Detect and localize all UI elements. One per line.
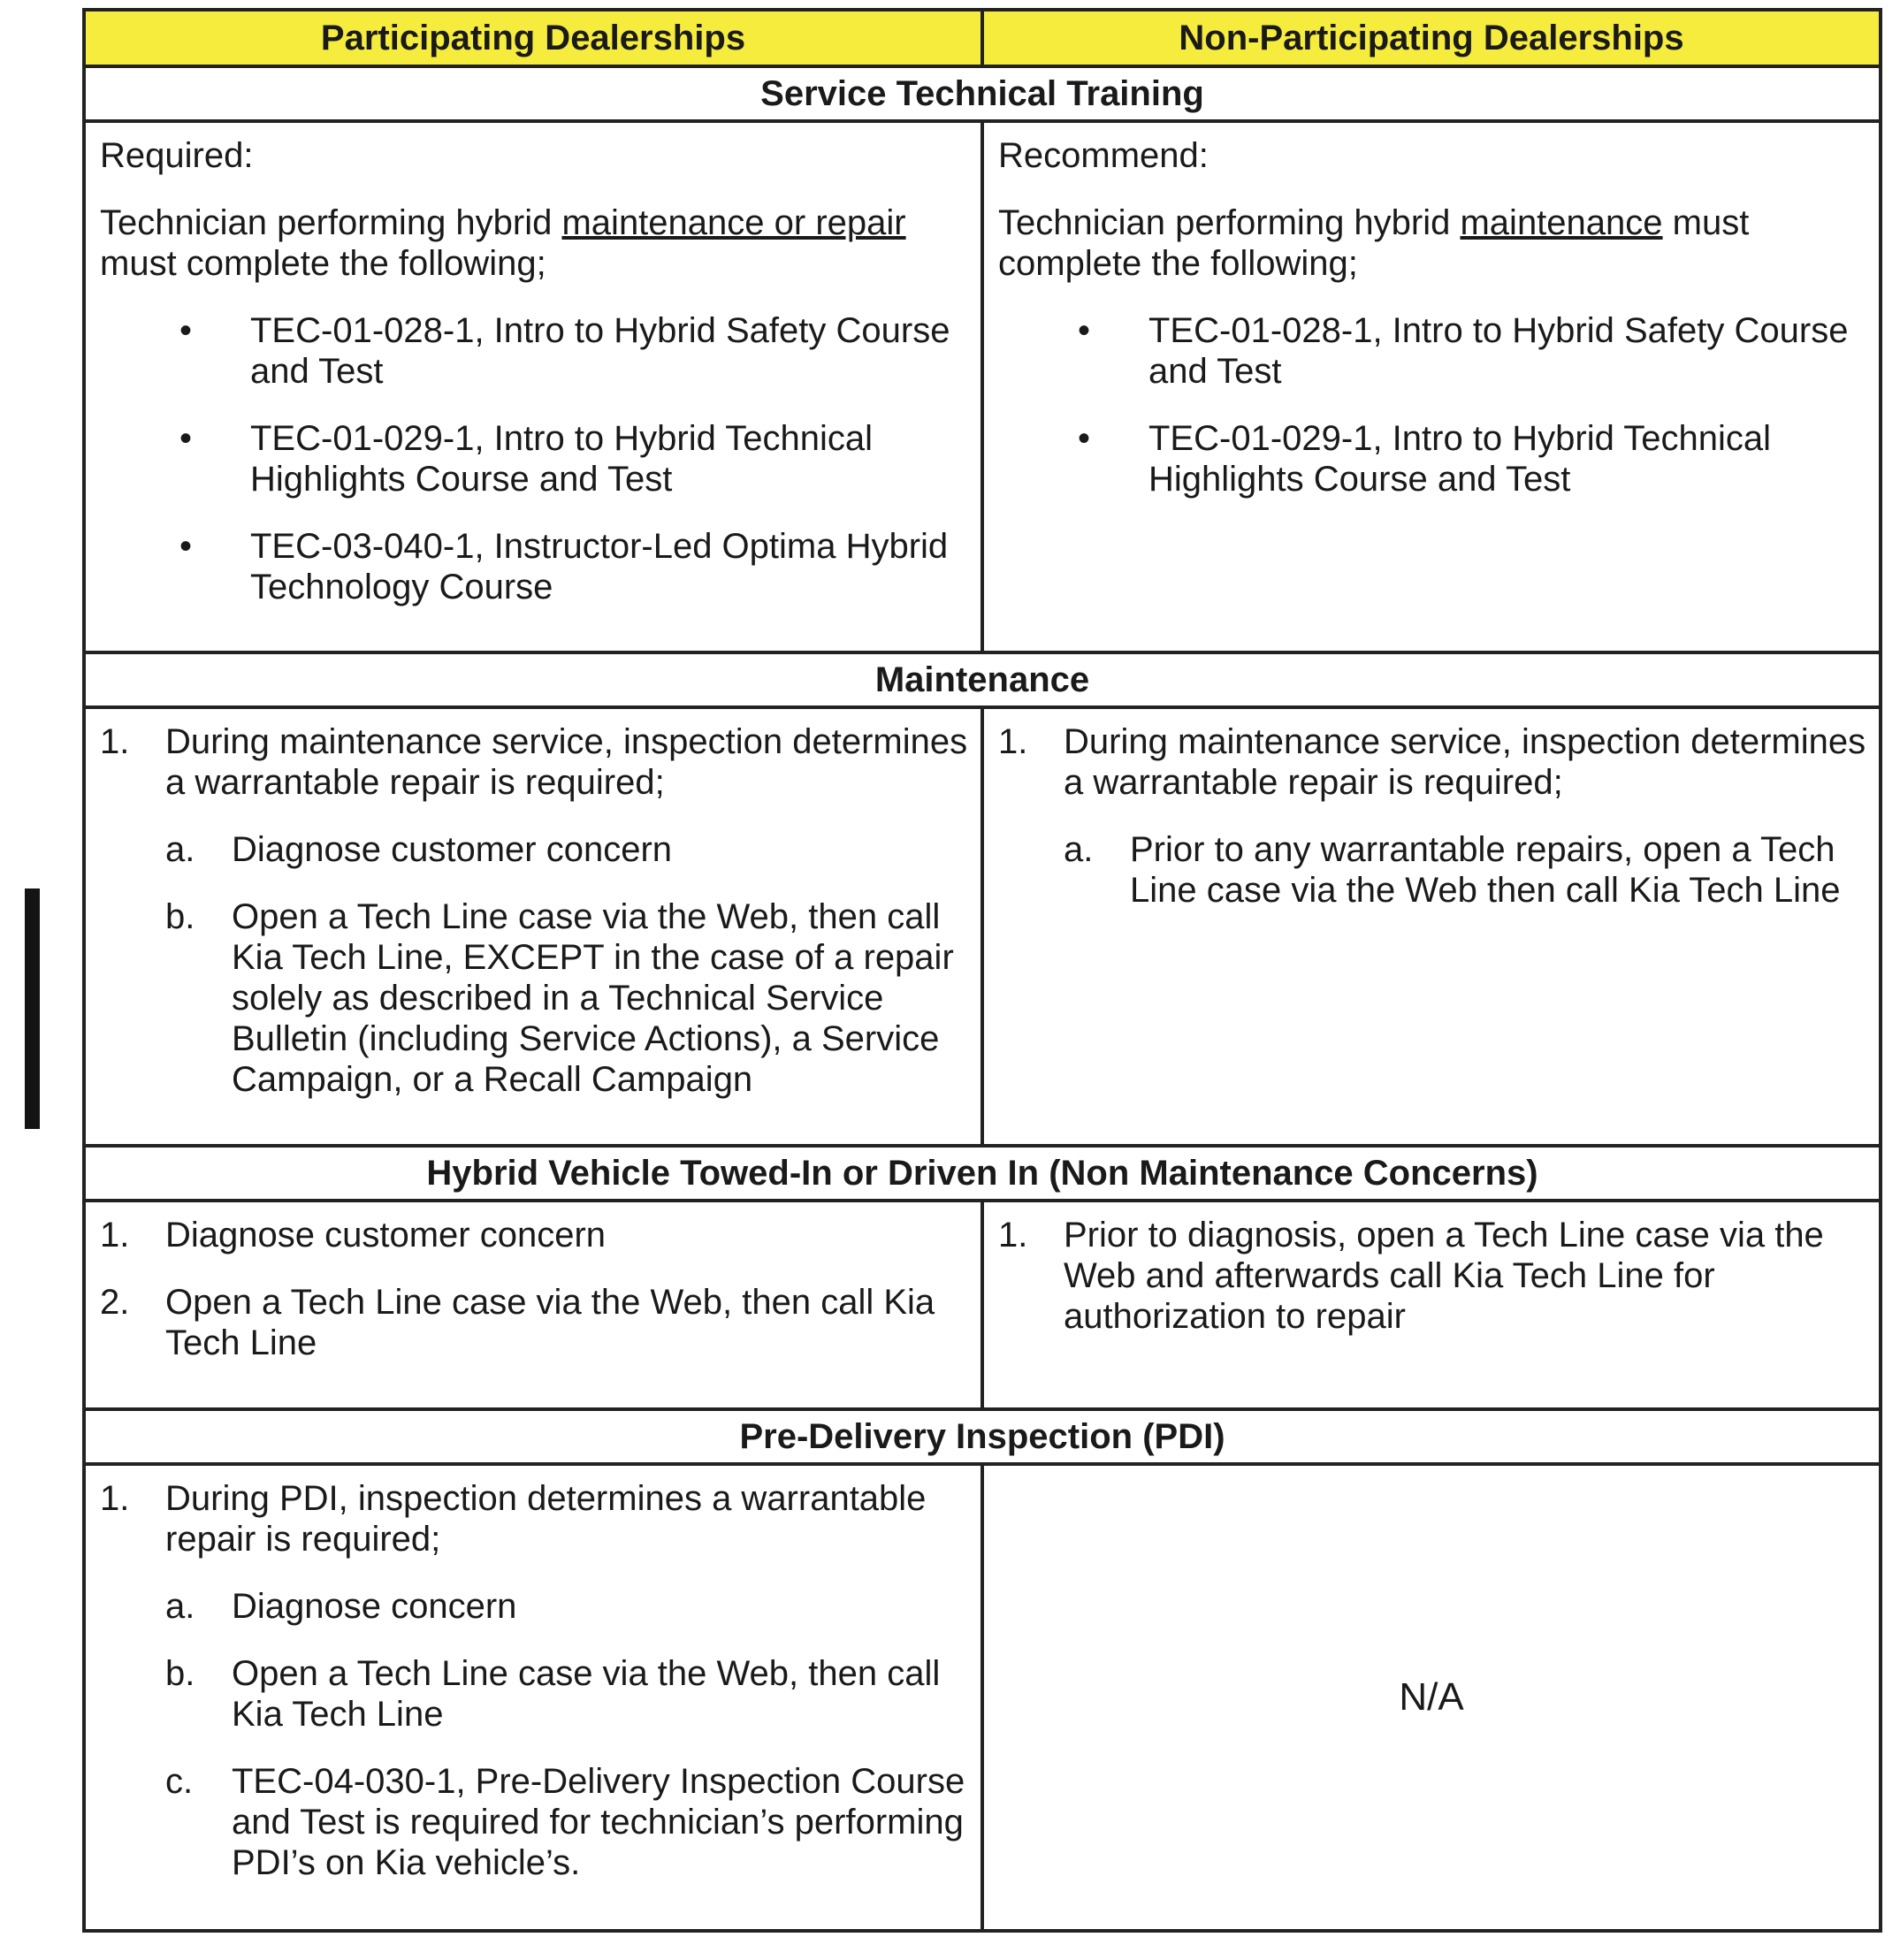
list-item [100, 310, 968, 392]
item-text: Diagnose customer concern [165, 1216, 607, 1255]
item-text: During maintenance service, inspection determines a warrantable repair is required; [1064, 722, 1866, 802]
sub-text: Diagnose customer concern [232, 830, 673, 869]
dealership-requirements-table [82, 8, 1882, 1933]
list-item [998, 418, 1866, 500]
towed-non-participating-cell [982, 1201, 1881, 1409]
sub-item [1064, 829, 1866, 911]
item-number: 1. [100, 1216, 130, 1255]
course-text: TEC-01-028-1, Intro to Hybrid Safety Course and Test [1148, 311, 1849, 391]
sub-item [165, 1653, 968, 1735]
sub-item [165, 1586, 968, 1627]
training-right-intro [998, 202, 1866, 284]
item-number: 1. [998, 1216, 1028, 1255]
header-participating: Participating Dealerships [84, 10, 982, 66]
training-right-courses [998, 310, 1866, 500]
course-text: TEC-01-029-1, Intro to Hybrid Technical Highlights Course and Test [1148, 419, 1772, 499]
section-row-training [84, 66, 1881, 121]
sub-marker: c. [165, 1762, 194, 1801]
item-text: During PDI, inspection determines a warrantable repair is required; [165, 1479, 927, 1559]
item-number: 1. [100, 1479, 130, 1518]
bullet-icon: • [179, 419, 193, 458]
towed-participating-cell [84, 1201, 982, 1409]
item-text: Prior to diagnosis, open a Tech Line case via the Web and afterwards call Kia Tech Line for authorization to repair [1064, 1216, 1824, 1336]
intro-text: Technician performing hybrid [998, 203, 1461, 242]
section-title-maintenance: Maintenance [84, 652, 1881, 707]
numbered-item [100, 1478, 968, 1883]
sub-marker: a. [1064, 830, 1094, 869]
intro-text-end: must complete the following; [998, 203, 1750, 283]
revision-change-bar [25, 888, 40, 1129]
intro-underlined: maintenance [1460, 203, 1663, 242]
section-row-pdi [84, 1409, 1881, 1464]
item-text: During maintenance service, inspection determines a warrantable repair is required; [165, 722, 968, 802]
sub-text: Prior to any warrantable repairs, open a Tech Line case via the Web then call Kia Tech Line [1130, 830, 1841, 910]
item-number: 1. [100, 722, 130, 761]
sub-text: TEC-04-030-1, Pre-Delivery Inspection Course and Test is required for technician’s performing PDI’s on Kia vehicle’s. [232, 1762, 965, 1882]
numbered-item [998, 1215, 1866, 1337]
numbered-item [998, 721, 1866, 911]
item-number: 2. [100, 1283, 130, 1322]
course-text: TEC-03-040-1, Instructor-Led Optima Hybrid Technology Course [250, 527, 949, 606]
list-item [998, 310, 1866, 392]
sub-marker: a. [165, 830, 195, 869]
maintenance-participating-cell [84, 707, 982, 1146]
training-participating-cell [84, 121, 982, 652]
training-left-intro [100, 202, 968, 284]
training-left-courses [100, 310, 968, 607]
sub-item [165, 1761, 968, 1883]
item-number: 1. [998, 722, 1028, 761]
towed-row [84, 1201, 1881, 1409]
header-non-participating: Non-Participating Dealerships [982, 10, 1881, 66]
sub-text: Open a Tech Line case via the Web, then call Kia Tech Line, EXCEPT in the case of a repair solely as described in a Technical Service Bulletin (including Service Actions), a Service Campaign, or a Recall Campaign [232, 897, 954, 1099]
course-text: TEC-01-028-1, Intro to Hybrid Safety Course and Test [250, 311, 950, 391]
sub-item [165, 829, 968, 870]
intro-text-end: must complete the following; [100, 244, 546, 283]
sub-marker: b. [165, 897, 195, 936]
pdi-non-participating-cell: N/A [982, 1464, 1881, 1931]
list-item [100, 418, 968, 500]
pdi-row [84, 1464, 1881, 1931]
section-row-towed [84, 1146, 1881, 1201]
intro-text: Technician performing hybrid [100, 203, 562, 242]
numbered-item [100, 1215, 968, 1255]
sub-marker: a. [165, 1587, 195, 1626]
bullet-icon: • [179, 311, 193, 350]
bullet-icon: • [1078, 419, 1091, 458]
bullet-icon: • [1078, 311, 1091, 350]
list-item [100, 526, 968, 607]
section-title-towed: Hybrid Vehicle Towed-In or Driven In (Non Maintenance Concerns) [84, 1146, 1881, 1201]
numbered-item [100, 721, 968, 1100]
pdi-participating-cell [84, 1464, 982, 1931]
maintenance-non-participating-cell [982, 707, 1881, 1146]
maintenance-row [84, 707, 1881, 1146]
training-left-label: Required: [100, 136, 254, 175]
sub-item [165, 896, 968, 1100]
sub-text: Diagnose concern [232, 1587, 517, 1626]
bullet-icon: • [179, 527, 193, 566]
section-title-training: Service Technical Training [84, 66, 1881, 121]
intro-underlined: maintenance or repair [561, 203, 906, 242]
training-row [84, 121, 1881, 652]
course-text: TEC-01-029-1, Intro to Hybrid Technical Highlights Course and Test [250, 419, 874, 499]
numbered-item [100, 1282, 968, 1363]
column-header-row [84, 10, 1881, 66]
sub-marker: b. [165, 1654, 195, 1693]
item-text: Open a Tech Line case via the Web, then call Kia Tech Line [165, 1283, 935, 1362]
training-non-participating-cell [982, 121, 1881, 652]
sub-text: Open a Tech Line case via the Web, then call Kia Tech Line [232, 1654, 941, 1734]
section-title-pdi: Pre-Delivery Inspection (PDI) [84, 1409, 1881, 1464]
training-right-label: Recommend: [998, 136, 1209, 175]
section-row-maintenance [84, 652, 1881, 707]
